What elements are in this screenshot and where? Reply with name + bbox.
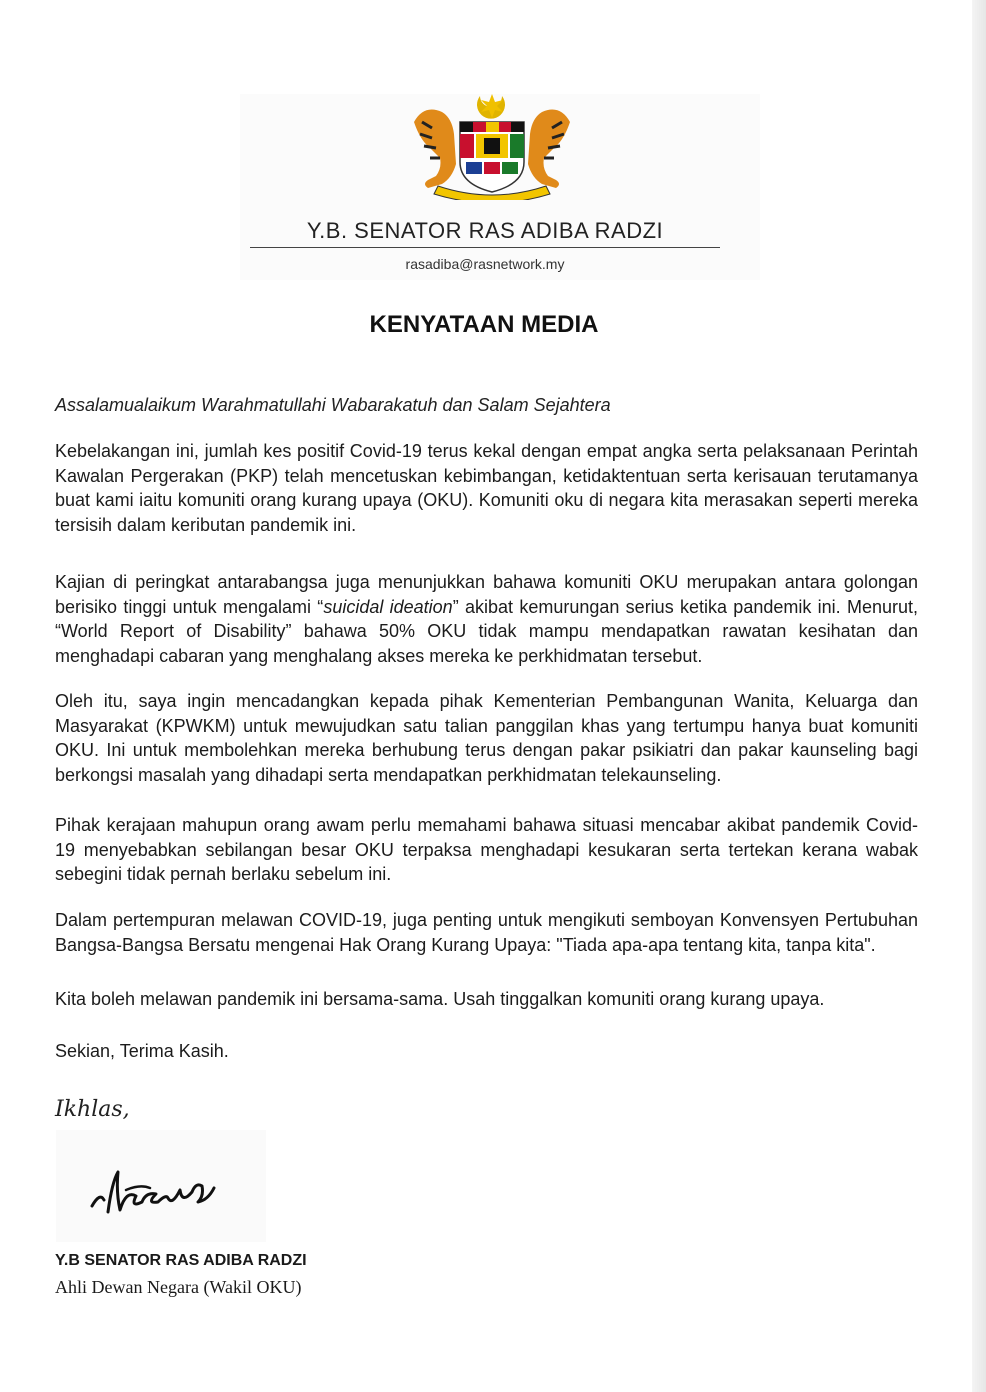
paragraph-2 — [55, 570, 918, 668]
paragraph-3: Oleh itu, saya ingin mencadangkan kepada pihak Kementerian Pembangunan Wanita, Keluarga dan Masyarakat (KPWKM) untuk mewujudkan satu talian panggilan khas yang tertumpu hanya buat komuniti OKU. Ini untuk membolehkan mereka berhubung terus dengan pakar psikiatri dan pakar kaunseling bagi berkongsi masalah yang dihadapi serta mendapatkan perkhidmatan telekaunseling. — [55, 691, 918, 785]
page-edge-shadow — [972, 0, 986, 1392]
coat-of-arms-icon — [402, 92, 582, 200]
closing-word: Ikhlas, — [55, 1097, 130, 1122]
signer-name: Y.B SENATOR RAS ADIBA RADZI — [55, 1252, 307, 1269]
paragraph-7: Sekian, Terima Kasih. — [55, 1041, 229, 1061]
signature-icon — [86, 1160, 256, 1224]
letterhead-divider — [250, 247, 720, 248]
paragraph-2-part-2: ” akibat kemurungan serius ketika pandemik ini. Menurut, “World Report of Disability” bahawa 50% OKU tidak mampu mendapatkan rawatan kesihatan dan menghadapi cabaran yang menghalang akses mereka ke perkhidmatan tersebut. — [55, 596, 918, 666]
letterhead-name: Y.B. SENATOR RAS ADIBA RADZI — [306, 218, 664, 243]
signer-role: Ahli Dewan Negara (Wakil OKU) — [55, 1277, 302, 1297]
letterhead-email: rasadiba@rasnetwork.my — [405, 256, 565, 272]
document-title: KENYATAAN MEDIA — [369, 311, 599, 338]
paragraph-2-emphasis: suicidal ideation — [323, 596, 453, 617]
paragraph-5: Dalam pertempuran melawan COVID-19, juga penting untuk mengikuti semboyan Konvensyen Pertubuhan Bangsa-Bangsa Bersatu mengenai Hak Orang Kurang Upaya: "Tiada apa-apa tentang kita, tanpa kita". — [55, 910, 918, 955]
paragraph-4: Pihak kerajaan mahupun orang awam perlu memahami bahawa situasi mencabar akibat pandemik Covid-19 menyebabkan sebilangan besar OKU terpaksa menghadapi kesukaran serta tertekan kerana wabak sebegini tidak pernah berlaku sebelum ini. — [55, 815, 918, 885]
paragraph-2-part-1: Kajian di peringkat antarabangsa juga menunjukkan bahawa komuniti OKU merupakan antara golongan berisiko tinggi untuk mengalami “ — [55, 572, 918, 617]
paragraph-1: Kebelakangan ini, jumlah kes positif Covid-19 terus kekal dengan empat angka serta pelaksanaan Perintah Kawalan Pergerakan (PKP) telah mencetuskan kebimbangan, ketidaktentuan serta kerisauan terutamanya buat kami iaitu komuniti orang kurang upaya (OKU). Komuniti oku di negara kita merasakan seperti mereka tersisih dalam keributan pandemik ini. — [55, 441, 918, 535]
salutation: Assalamualaikum Warahmatullahi Wabarakatuh dan Salam Sejahtera — [55, 395, 611, 415]
paragraph-6: Kita boleh melawan pandemik ini bersama-sama. Usah tinggalkan komuniti orang kurang upaya. — [55, 989, 825, 1009]
